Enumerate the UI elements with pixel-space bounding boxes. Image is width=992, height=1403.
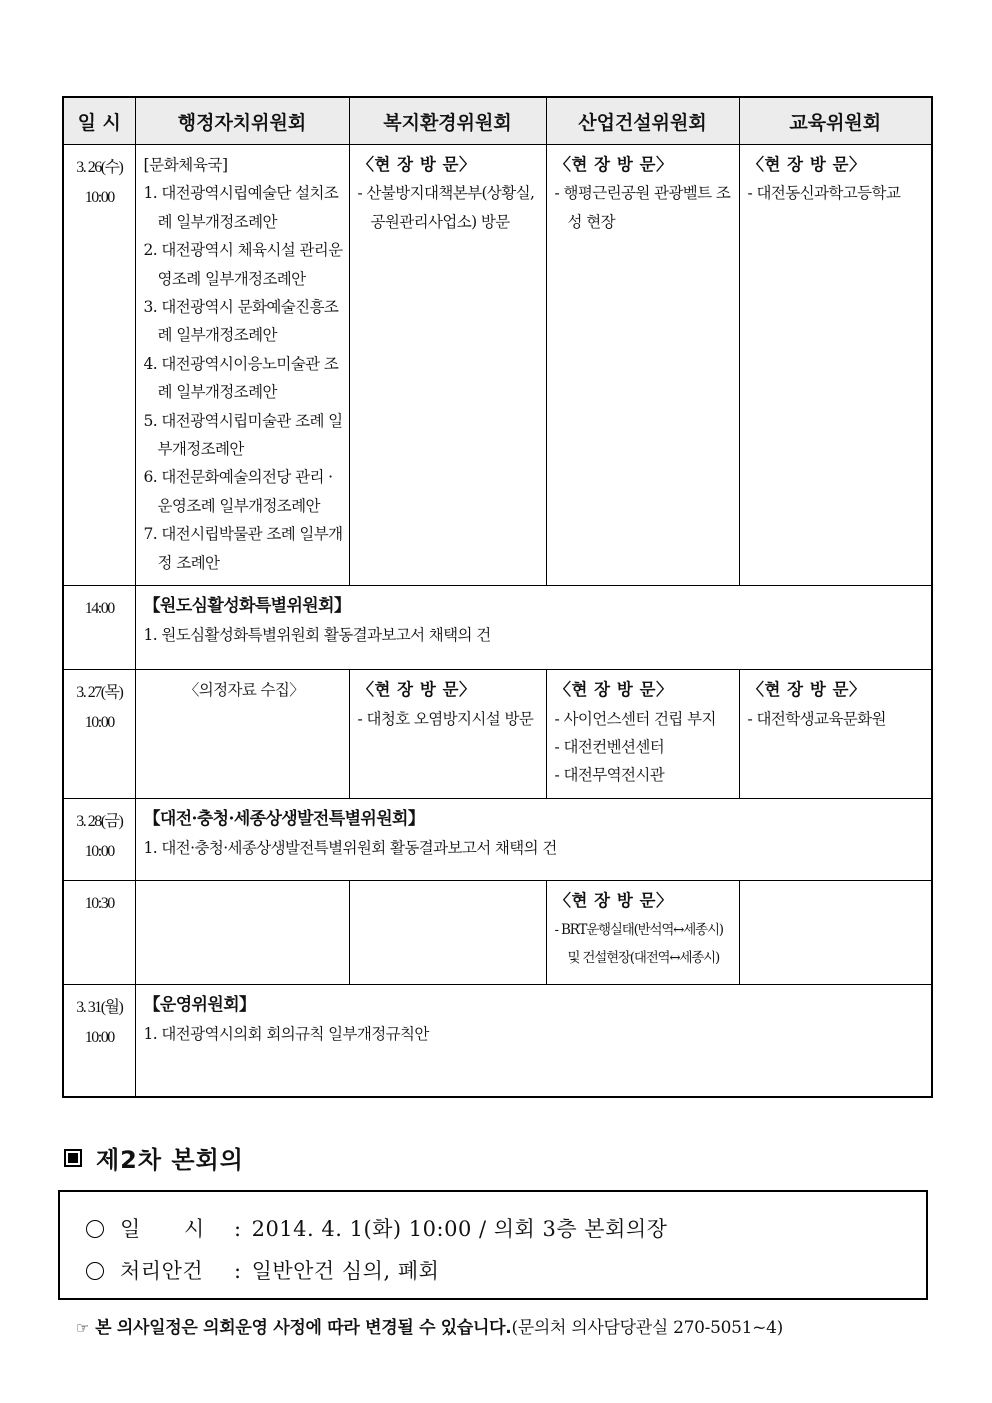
table-row [63,670,932,799]
date-text: 3. 28(금) [76,813,123,831]
agenda-item: 6. 대전문화예술의전당 관리 · 운영조례 일부개정조례안 [143,468,333,515]
plenary-info-box [58,1190,928,1300]
footnote [76,1313,783,1338]
site-visit-title: 〈현 장 방 문〉 [357,155,476,174]
time-text: 10:00 [84,714,114,732]
time-text: 14:00 [84,600,114,618]
site-visit-title: 〈현 장 방 문〉 [747,155,866,174]
welfare-committee-cell [349,670,546,799]
time-text: 10:00 [84,1029,114,1047]
admin-committee-cell [135,881,349,985]
visit-item: - 대전동신과학고등학교 [747,184,901,203]
contact-info: (문의처 의사담당관실 270-5051~4) [511,1318,783,1338]
plenary-section-heading [64,1140,244,1175]
welfare-committee-cell [349,145,546,586]
education-committee-cell [739,670,932,799]
footnote-text: 본 의사일정은 의회운영 사정에 따라 변경될 수 있습니다. [95,1318,512,1338]
visit-item: - 행평근린공원 관광벨트 조성 현장 [554,184,731,231]
agenda-item: 1. 대전·충청·세종상생발전특별위원회 활동결과보고서 채택의 건 [143,838,557,857]
table-row [63,799,932,881]
committee-title: 【운영위원회】 [143,995,256,1016]
visit-item: - 산불방지대책본부(상황실, 공원관리사업소) 방문 [357,184,535,231]
agenda-item: 1. 원도심활성화특별위원회 활동결과보고서 채택의 건 [143,625,491,644]
header-date-time: 일 시 [63,97,135,145]
agenda-row [86,1250,926,1292]
visit-item: - 사이언스센터 건립 부지 [554,709,716,728]
date-cell [63,985,135,1097]
circle-bullet-icon [86,1220,104,1238]
time-text: 10:00 [84,189,114,206]
site-visit-title: 〈현 장 방 문〉 [357,680,476,700]
date-cell [63,145,135,586]
table-row [63,881,932,985]
visit-item: - 대전컨벤션센터 [554,737,665,756]
visit-item: - BRT운행실태(반석역↔세종시) 및 건설현장(대전역↔세종시) [554,921,723,966]
agenda-value: 일반안건 심의, 폐회 [251,1259,440,1283]
date-text: 3. 26(수) [76,159,123,176]
site-visit-title: 〈현 장 방 문〉 [747,680,866,700]
datetime-label: 일 시 [120,1217,205,1241]
agenda-item: 2. 대전광역시 체육시설 관리운영조례 일부개정조례안 [143,241,343,288]
table-row [63,145,932,586]
special-committee-cell [135,799,932,881]
site-visit-title: 〈현 장 방 문〉 [554,891,673,911]
date-text: 3. 31(월) [76,999,123,1017]
site-visit-title: 〈현 장 방 문〉 [554,155,673,174]
admin-committee-cell [135,145,349,586]
table-header-row [63,97,932,145]
datetime-row [86,1208,926,1250]
table-row [63,985,932,1097]
agenda-item: 4. 대전광역시이응노미술관 조례 일부개정조례안 [143,354,339,402]
date-text: 3. 27(목) [76,684,123,702]
date-cell [63,586,135,670]
welfare-committee-cell [349,881,546,985]
visit-item: - 대청호 오염방지시설 방문 [357,709,534,728]
date-cell [63,799,135,881]
industry-committee-cell [546,670,739,799]
date-cell [63,881,135,985]
time-text: 10:30 [84,895,114,913]
header-welfare-committee: 복지환경위원회 [349,97,546,145]
separator: : [234,1259,242,1283]
plenary-section-title: 제2차 본회의 [96,1146,244,1174]
education-committee-cell [739,881,932,985]
header-industry-committee: 산업건설위원회 [546,97,739,145]
agenda-item: 5. 대전광역시립미술관 조례 일부개정조례안 [143,411,343,459]
table-row [63,586,932,670]
committee-title: 【대전·충청·세종상생발전특별위원회】 [143,809,425,830]
time-text: 10:00 [84,843,114,861]
note-text: 〈의정자료 수집〉 [183,681,305,700]
agenda-item: 1. 대전광역시립예술단 설치조례 일부개정조례안 [143,184,339,231]
education-committee-cell [739,145,932,586]
header-education-committee: 교육위원회 [739,97,932,145]
industry-committee-cell [546,881,739,985]
operations-committee-cell [135,985,932,1097]
agenda-item: 1. 대전광역시의회 회의규칙 일부개정규칙안 [143,1024,429,1043]
special-committee-cell [135,586,932,670]
visit-item: - 대전학생교육문화원 [747,709,886,728]
header-admin-committee: 행정자치위원회 [135,97,349,145]
visit-item: - 대전무역전시관 [554,766,665,785]
circle-bullet-icon [86,1262,104,1280]
committee-title: 【원도심활성화특별위원회】 [143,596,351,617]
agenda-item: 3. 대전광역시 문화예술진흥조례 일부개정조례안 [143,298,339,345]
site-visit-title: 〈현 장 방 문〉 [554,680,673,700]
agenda-label: 처리안건 [120,1259,204,1283]
datetime-value: 2014. 4. 1(화) 10:00 / 의회 3층 본회의장 [251,1217,668,1241]
industry-committee-cell [546,145,739,586]
filled-square-icon [64,1149,82,1167]
admin-committee-cell [135,670,349,799]
pointing-hand-icon: ☞ [76,1319,90,1337]
agenda-item: 7. 대전시립박물관 조례 일부개정 조례안 [143,525,343,572]
schedule-table [62,96,933,1098]
date-cell [63,670,135,799]
department-title: [문화체육국] [143,156,228,174]
separator: : [234,1217,242,1241]
